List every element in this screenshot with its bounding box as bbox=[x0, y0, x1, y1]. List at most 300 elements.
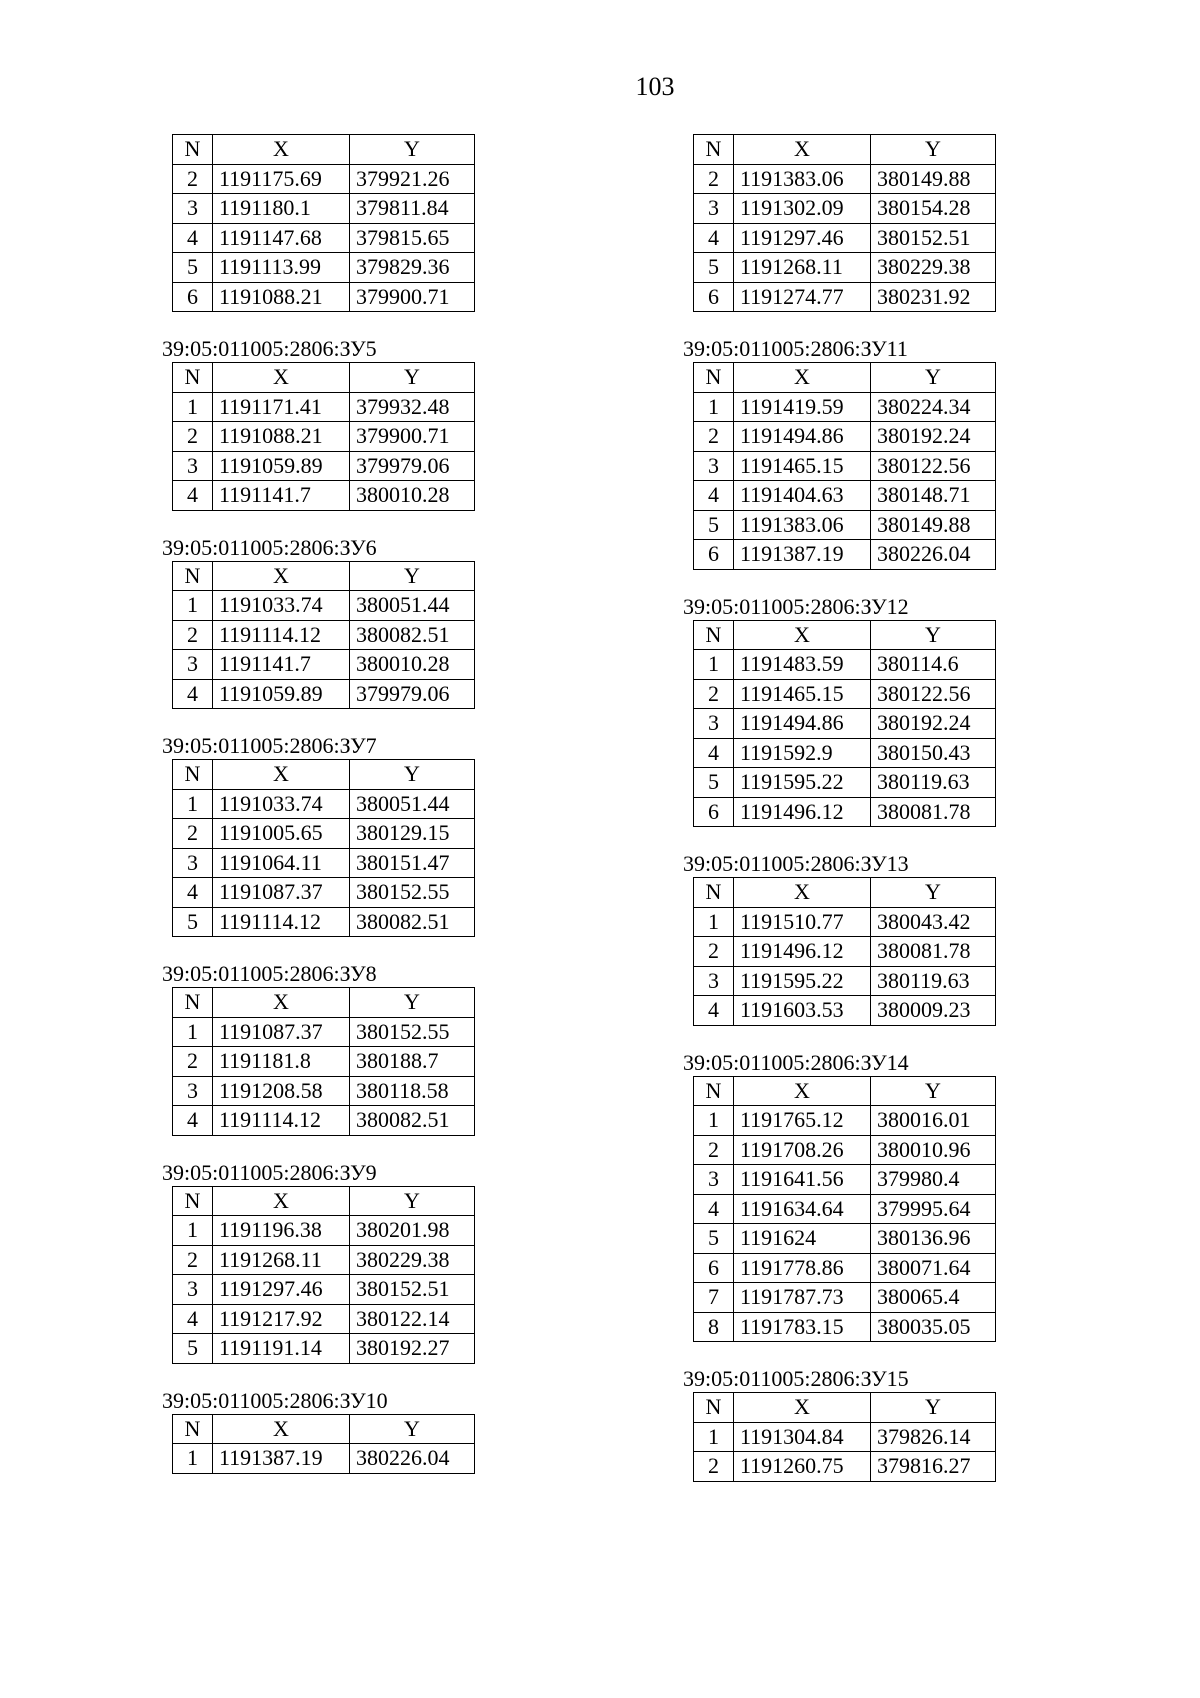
parcel-label: 39:05:011005:2806:ЗУ6 bbox=[162, 534, 377, 560]
column-header-y: Y bbox=[871, 620, 996, 650]
table-header-row bbox=[173, 1186, 475, 1216]
cell-y: 379995.64 bbox=[871, 1194, 996, 1224]
cell-n: 5 bbox=[694, 510, 734, 540]
table-header-row bbox=[173, 561, 475, 591]
cell-y: 379921.26 bbox=[350, 164, 475, 194]
table-row bbox=[694, 768, 996, 798]
left-column bbox=[162, 134, 532, 1474]
cell-n: 4 bbox=[173, 1304, 213, 1334]
column-header-x: X bbox=[734, 1076, 871, 1106]
table-row bbox=[694, 253, 996, 283]
column-header-n: N bbox=[173, 988, 213, 1018]
cell-n: 2 bbox=[173, 422, 213, 452]
cell-x: 1191297.46 bbox=[734, 223, 871, 253]
coordinate-block bbox=[683, 593, 1053, 828]
cell-x: 1191302.09 bbox=[734, 194, 871, 224]
cell-x: 1191641.56 bbox=[734, 1165, 871, 1195]
parcel-label: 39:05:011005:2806:ЗУ14 bbox=[683, 1049, 909, 1075]
coordinate-block bbox=[162, 961, 532, 1136]
coordinates-table bbox=[172, 1186, 475, 1364]
cell-y: 379816.27 bbox=[871, 1452, 996, 1482]
cell-x: 1191274.77 bbox=[734, 282, 871, 312]
cell-n: 4 bbox=[173, 679, 213, 709]
cell-y: 380148.71 bbox=[871, 481, 996, 511]
parcel-label: 39:05:011005:2806:ЗУ12 bbox=[683, 593, 909, 619]
cell-x: 1191465.15 bbox=[734, 679, 871, 709]
cell-y: 380016.01 bbox=[871, 1106, 996, 1136]
cell-x: 1191297.46 bbox=[213, 1275, 350, 1305]
column-header-n: N bbox=[173, 1186, 213, 1216]
cell-y: 380122.14 bbox=[350, 1304, 475, 1334]
column-header-x: X bbox=[734, 363, 871, 393]
cell-y: 380149.88 bbox=[871, 164, 996, 194]
cell-y: 380010.96 bbox=[871, 1135, 996, 1165]
cell-n: 1 bbox=[694, 1422, 734, 1452]
cell-y: 380122.56 bbox=[871, 679, 996, 709]
cell-x: 1191064.11 bbox=[213, 848, 350, 878]
table-row bbox=[173, 907, 475, 937]
table-header-row bbox=[173, 135, 475, 165]
table-row bbox=[694, 1452, 996, 1482]
coordinates-table bbox=[172, 362, 475, 511]
cell-x: 1191708.26 bbox=[734, 1135, 871, 1165]
coordinate-block bbox=[172, 134, 532, 312]
cell-x: 1191191.14 bbox=[213, 1334, 350, 1364]
table-row bbox=[173, 1444, 475, 1474]
cell-n: 4 bbox=[694, 223, 734, 253]
cell-x: 1191059.89 bbox=[213, 679, 350, 709]
cell-x: 1191171.41 bbox=[213, 392, 350, 422]
cell-n: 7 bbox=[694, 1283, 734, 1313]
cell-n: 8 bbox=[694, 1312, 734, 1342]
column-header-y: Y bbox=[871, 135, 996, 165]
table-row bbox=[694, 709, 996, 739]
cell-y: 380224.34 bbox=[871, 392, 996, 422]
cell-y: 380152.51 bbox=[350, 1275, 475, 1305]
cell-n: 2 bbox=[694, 937, 734, 967]
cell-x: 1191496.12 bbox=[734, 797, 871, 827]
cell-x: 1191181.8 bbox=[213, 1047, 350, 1077]
cell-n: 2 bbox=[173, 620, 213, 650]
cell-y: 380082.51 bbox=[350, 620, 475, 650]
right-column bbox=[683, 134, 1053, 1482]
parcel-label: 39:05:011005:2806:ЗУ9 bbox=[162, 1159, 377, 1185]
table-header-row bbox=[694, 620, 996, 650]
coordinate-block bbox=[683, 336, 1053, 570]
cell-x: 1191180.1 bbox=[213, 194, 350, 224]
table-row bbox=[173, 591, 475, 621]
table-row bbox=[173, 650, 475, 680]
cell-y: 379979.06 bbox=[350, 679, 475, 709]
table-row bbox=[173, 848, 475, 878]
table-row bbox=[694, 451, 996, 481]
cell-y: 380231.92 bbox=[871, 282, 996, 312]
column-header-x: X bbox=[213, 1186, 350, 1216]
column-header-y: Y bbox=[350, 760, 475, 790]
cell-x: 1191087.37 bbox=[213, 878, 350, 908]
cell-n: 6 bbox=[694, 797, 734, 827]
cell-n: 2 bbox=[173, 1047, 213, 1077]
cell-x: 1191465.15 bbox=[734, 451, 871, 481]
table-header-row bbox=[694, 1076, 996, 1106]
page-number: 103 bbox=[635, 72, 675, 101]
cell-n: 1 bbox=[694, 907, 734, 937]
cell-n: 5 bbox=[694, 768, 734, 798]
cell-n: 3 bbox=[173, 451, 213, 481]
cell-y: 379811.84 bbox=[350, 194, 475, 224]
column-header-x: X bbox=[213, 561, 350, 591]
cell-x: 1191088.21 bbox=[213, 422, 350, 452]
column-header-n: N bbox=[694, 1393, 734, 1423]
cell-y: 380051.44 bbox=[350, 591, 475, 621]
cell-n: 1 bbox=[173, 1216, 213, 1246]
table-header-row bbox=[694, 1393, 996, 1423]
cell-x: 1191114.12 bbox=[213, 620, 350, 650]
cell-n: 3 bbox=[694, 709, 734, 739]
table-row bbox=[173, 1304, 475, 1334]
cell-x: 1191059.89 bbox=[213, 451, 350, 481]
table-row bbox=[173, 422, 475, 452]
coordinates-table bbox=[693, 877, 996, 1026]
cell-n: 1 bbox=[173, 1444, 213, 1474]
column-header-n: N bbox=[173, 760, 213, 790]
cell-n: 1 bbox=[694, 1106, 734, 1136]
column-header-x: X bbox=[213, 363, 350, 393]
cell-y: 380119.63 bbox=[871, 966, 996, 996]
cell-y: 380229.38 bbox=[871, 253, 996, 283]
coordinates-table bbox=[693, 134, 996, 312]
column-header-n: N bbox=[173, 1414, 213, 1444]
table-row bbox=[694, 1422, 996, 1452]
cell-n: 6 bbox=[694, 1253, 734, 1283]
cell-x: 1191634.64 bbox=[734, 1194, 871, 1224]
coordinate-block bbox=[162, 1387, 532, 1474]
table-row bbox=[694, 510, 996, 540]
column-header-y: Y bbox=[871, 1076, 996, 1106]
table-row bbox=[173, 164, 475, 194]
column-header-y: Y bbox=[871, 363, 996, 393]
cell-n: 6 bbox=[173, 282, 213, 312]
table-row bbox=[694, 392, 996, 422]
column-header-y: Y bbox=[350, 1414, 475, 1444]
table-row bbox=[173, 1275, 475, 1305]
table-row bbox=[694, 1224, 996, 1254]
cell-y: 379932.48 bbox=[350, 392, 475, 422]
cell-y: 380188.7 bbox=[350, 1047, 475, 1077]
coordinate-block bbox=[162, 1159, 532, 1364]
cell-n: 3 bbox=[694, 194, 734, 224]
cell-n: 4 bbox=[694, 1194, 734, 1224]
cell-y: 380071.64 bbox=[871, 1253, 996, 1283]
cell-x: 1191383.06 bbox=[734, 164, 871, 194]
cell-y: 380035.05 bbox=[871, 1312, 996, 1342]
coordinates-table bbox=[693, 1392, 996, 1482]
coordinate-block bbox=[683, 1049, 1053, 1343]
cell-y: 379979.06 bbox=[350, 451, 475, 481]
cell-x: 1191005.65 bbox=[213, 819, 350, 849]
table-row bbox=[694, 966, 996, 996]
cell-x: 1191483.59 bbox=[734, 650, 871, 680]
table-row bbox=[694, 282, 996, 312]
column-header-x: X bbox=[734, 878, 871, 908]
cell-y: 380192.24 bbox=[871, 709, 996, 739]
cell-n: 4 bbox=[173, 878, 213, 908]
cell-y: 380081.78 bbox=[871, 937, 996, 967]
cell-x: 1191778.86 bbox=[734, 1253, 871, 1283]
table-row bbox=[694, 481, 996, 511]
cell-x: 1191087.37 bbox=[213, 1017, 350, 1047]
column-header-y: Y bbox=[871, 878, 996, 908]
cell-x: 1191595.22 bbox=[734, 966, 871, 996]
cell-y: 379900.71 bbox=[350, 422, 475, 452]
cell-n: 3 bbox=[173, 194, 213, 224]
cell-n: 4 bbox=[694, 481, 734, 511]
table-row bbox=[694, 1165, 996, 1195]
column-header-y: Y bbox=[350, 988, 475, 1018]
cell-y: 380010.28 bbox=[350, 481, 475, 511]
cell-y: 380082.51 bbox=[350, 907, 475, 937]
cell-x: 1191494.86 bbox=[734, 422, 871, 452]
cell-x: 1191196.38 bbox=[213, 1216, 350, 1246]
table-row bbox=[173, 679, 475, 709]
cell-y: 380150.43 bbox=[871, 738, 996, 768]
table-header-row bbox=[173, 363, 475, 393]
cell-y: 380065.4 bbox=[871, 1283, 996, 1313]
cell-n: 4 bbox=[694, 738, 734, 768]
column-header-y: Y bbox=[350, 363, 475, 393]
parcel-label: 39:05:011005:2806:ЗУ8 bbox=[162, 961, 377, 986]
cell-n: 4 bbox=[694, 996, 734, 1026]
table-row bbox=[694, 797, 996, 827]
cell-y: 380152.55 bbox=[350, 1017, 475, 1047]
cell-n: 2 bbox=[173, 1245, 213, 1275]
cell-n: 4 bbox=[173, 481, 213, 511]
column-header-x: X bbox=[213, 760, 350, 790]
cell-x: 1191494.86 bbox=[734, 709, 871, 739]
table-row bbox=[694, 194, 996, 224]
column-header-n: N bbox=[173, 561, 213, 591]
table-row bbox=[694, 1106, 996, 1136]
column-header-y: Y bbox=[350, 561, 475, 591]
cell-n: 1 bbox=[173, 789, 213, 819]
table-row bbox=[694, 1253, 996, 1283]
column-header-x: X bbox=[213, 988, 350, 1018]
coordinates-table bbox=[172, 987, 475, 1136]
coordinate-block bbox=[162, 733, 532, 937]
coordinates-table bbox=[172, 1414, 475, 1474]
cell-n: 2 bbox=[694, 422, 734, 452]
cell-n: 2 bbox=[694, 164, 734, 194]
column-header-y: Y bbox=[350, 135, 475, 165]
table-row bbox=[694, 422, 996, 452]
cell-x: 1191113.99 bbox=[213, 253, 350, 283]
cell-y: 379815.65 bbox=[350, 223, 475, 253]
column-header-n: N bbox=[694, 363, 734, 393]
cell-n: 1 bbox=[694, 392, 734, 422]
cell-y: 380119.63 bbox=[871, 768, 996, 798]
parcel-label: 39:05:011005:2806:ЗУ15 bbox=[683, 1366, 909, 1391]
column-header-x: X bbox=[213, 1414, 350, 1444]
cell-y: 380201.98 bbox=[350, 1216, 475, 1246]
table-row bbox=[173, 451, 475, 481]
table-row bbox=[173, 878, 475, 908]
cell-n: 5 bbox=[173, 1334, 213, 1364]
coordinates-table bbox=[693, 620, 996, 828]
cell-n: 3 bbox=[694, 1165, 734, 1195]
cell-x: 1191141.7 bbox=[213, 650, 350, 680]
table-row bbox=[694, 937, 996, 967]
table-row bbox=[694, 738, 996, 768]
cell-x: 1191783.15 bbox=[734, 1312, 871, 1342]
cell-x: 1191404.63 bbox=[734, 481, 871, 511]
column-header-x: X bbox=[734, 135, 871, 165]
cell-n: 3 bbox=[694, 451, 734, 481]
cell-x: 1191510.77 bbox=[734, 907, 871, 937]
table-row bbox=[694, 164, 996, 194]
cell-y: 380043.42 bbox=[871, 907, 996, 937]
coordinate-block bbox=[693, 134, 1053, 312]
column-header-x: X bbox=[213, 135, 350, 165]
table-header-row bbox=[173, 988, 475, 1018]
table-row bbox=[173, 620, 475, 650]
table-row bbox=[173, 789, 475, 819]
cell-x: 1191033.74 bbox=[213, 591, 350, 621]
cell-x: 1191088.21 bbox=[213, 282, 350, 312]
table-row bbox=[694, 650, 996, 680]
cell-x: 1191595.22 bbox=[734, 768, 871, 798]
table-row bbox=[173, 223, 475, 253]
column-header-n: N bbox=[694, 620, 734, 650]
cell-x: 1191787.73 bbox=[734, 1283, 871, 1313]
cell-n: 2 bbox=[694, 1452, 734, 1482]
cell-y: 380149.88 bbox=[871, 510, 996, 540]
cell-y: 380009.23 bbox=[871, 996, 996, 1026]
table-header-row bbox=[694, 135, 996, 165]
parcel-label: 39:05:011005:2806:ЗУ10 bbox=[162, 1387, 388, 1413]
column-header-x: X bbox=[734, 1393, 871, 1423]
cell-n: 1 bbox=[173, 1017, 213, 1047]
cell-x: 1191496.12 bbox=[734, 937, 871, 967]
cell-x: 1191387.19 bbox=[213, 1444, 350, 1474]
cell-y: 380118.58 bbox=[350, 1076, 475, 1106]
cell-x: 1191114.12 bbox=[213, 907, 350, 937]
table-row bbox=[173, 1245, 475, 1275]
table-row bbox=[694, 1312, 996, 1342]
cell-n: 2 bbox=[173, 819, 213, 849]
parcel-label: 39:05:011005:2806:ЗУ13 bbox=[683, 851, 909, 876]
table-row bbox=[173, 819, 475, 849]
coordinate-block bbox=[162, 336, 532, 511]
cell-y: 379826.14 bbox=[871, 1422, 996, 1452]
table-row bbox=[694, 223, 996, 253]
cell-y: 379829.36 bbox=[350, 253, 475, 283]
cell-n: 5 bbox=[694, 1224, 734, 1254]
table-row bbox=[694, 907, 996, 937]
cell-y: 379980.4 bbox=[871, 1165, 996, 1195]
cell-x: 1191217.92 bbox=[213, 1304, 350, 1334]
cell-n: 6 bbox=[694, 540, 734, 570]
coordinate-block bbox=[162, 534, 532, 710]
cell-y: 380114.6 bbox=[871, 650, 996, 680]
cell-n: 3 bbox=[173, 650, 213, 680]
cell-y: 380082.51 bbox=[350, 1106, 475, 1136]
parcel-label: 39:05:011005:2806:ЗУ5 bbox=[162, 336, 377, 361]
table-row bbox=[694, 1283, 996, 1313]
cell-x: 1191268.11 bbox=[213, 1245, 350, 1275]
table-row bbox=[173, 1047, 475, 1077]
table-row bbox=[173, 1216, 475, 1246]
column-header-x: X bbox=[734, 620, 871, 650]
table-row bbox=[173, 282, 475, 312]
cell-y: 380226.04 bbox=[871, 540, 996, 570]
cell-x: 1191624 bbox=[734, 1224, 871, 1254]
column-header-n: N bbox=[694, 878, 734, 908]
table-header-row bbox=[173, 1414, 475, 1444]
cell-x: 1191304.84 bbox=[734, 1422, 871, 1452]
table-row bbox=[173, 1017, 475, 1047]
cell-y: 380136.96 bbox=[871, 1224, 996, 1254]
cell-n: 3 bbox=[173, 1076, 213, 1106]
cell-y: 380154.28 bbox=[871, 194, 996, 224]
cell-n: 6 bbox=[694, 282, 734, 312]
cell-y: 380122.56 bbox=[871, 451, 996, 481]
table-header-row bbox=[694, 363, 996, 393]
cell-n: 4 bbox=[173, 1106, 213, 1136]
cell-x: 1191765.12 bbox=[734, 1106, 871, 1136]
table-header-row bbox=[694, 878, 996, 908]
cell-x: 1191147.68 bbox=[213, 223, 350, 253]
cell-y: 380081.78 bbox=[871, 797, 996, 827]
cell-x: 1191175.69 bbox=[213, 164, 350, 194]
parcel-label: 39:05:011005:2806:ЗУ11 bbox=[683, 336, 908, 361]
cell-x: 1191208.58 bbox=[213, 1076, 350, 1106]
table-row bbox=[173, 194, 475, 224]
cell-y: 380229.38 bbox=[350, 1245, 475, 1275]
parcel-label: 39:05:011005:2806:ЗУ7 bbox=[162, 733, 377, 758]
column-header-n: N bbox=[694, 135, 734, 165]
table-row bbox=[694, 996, 996, 1026]
cell-n: 5 bbox=[694, 253, 734, 283]
coordinates-table bbox=[693, 1076, 996, 1343]
coordinate-block bbox=[683, 851, 1053, 1026]
cell-y: 380152.51 bbox=[871, 223, 996, 253]
cell-n: 3 bbox=[694, 966, 734, 996]
table-row bbox=[694, 1135, 996, 1165]
cell-y: 380051.44 bbox=[350, 789, 475, 819]
table-header-row bbox=[173, 760, 475, 790]
cell-x: 1191603.53 bbox=[734, 996, 871, 1026]
column-header-n: N bbox=[694, 1076, 734, 1106]
cell-y: 380010.28 bbox=[350, 650, 475, 680]
cell-x: 1191592.9 bbox=[734, 738, 871, 768]
cell-y: 379900.71 bbox=[350, 282, 475, 312]
column-header-y: Y bbox=[350, 1186, 475, 1216]
table-row bbox=[173, 1334, 475, 1364]
cell-x: 1191268.11 bbox=[734, 253, 871, 283]
cell-n: 3 bbox=[173, 1275, 213, 1305]
coordinates-table bbox=[172, 561, 475, 710]
cell-x: 1191033.74 bbox=[213, 789, 350, 819]
cell-x: 1191419.59 bbox=[734, 392, 871, 422]
cell-n: 2 bbox=[694, 679, 734, 709]
table-row bbox=[173, 1076, 475, 1106]
cell-n: 4 bbox=[173, 223, 213, 253]
cell-x: 1191260.75 bbox=[734, 1452, 871, 1482]
column-header-n: N bbox=[173, 363, 213, 393]
table-row bbox=[173, 481, 475, 511]
cell-x: 1191387.19 bbox=[734, 540, 871, 570]
table-row bbox=[173, 392, 475, 422]
